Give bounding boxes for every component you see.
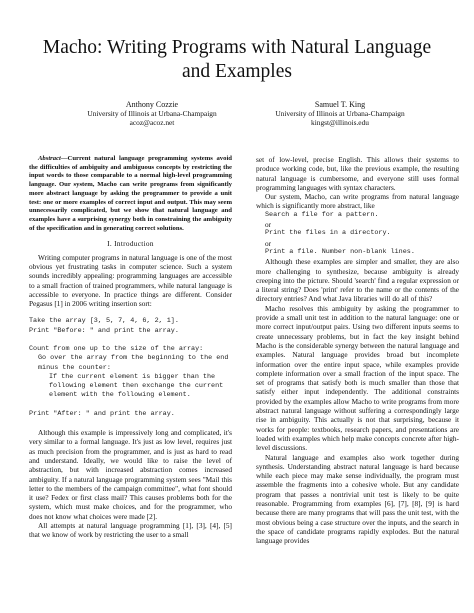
or-text: or — [265, 238, 272, 248]
abstract-lead: Abstract — [38, 155, 61, 162]
left-column — [29, 155, 232, 540]
example-line: Print the files in a directory. — [265, 229, 391, 238]
title-line-1: Macho: Writing Programs with Natural Language — [42, 37, 432, 58]
author-email: acoz@acoz.net — [129, 118, 175, 127]
author-affiliation: University of Illinois at Urbana-Champaign — [275, 109, 405, 118]
code-line: Go over the array from the beginning to the end minus the counter: — [38, 354, 229, 372]
author-name: Anthony Cozzie — [125, 100, 179, 109]
example-line: Print a file. Number non-blank lines. — [265, 247, 415, 256]
code-line: Print "After: " and print the array. — [29, 409, 175, 418]
code-line: Count from one up to the size of the array: — [29, 345, 204, 353]
title-line-2: and Examples — [182, 61, 292, 82]
or-text: or — [265, 220, 272, 230]
right-column — [256, 155, 459, 545]
author-email: kingst@illinois.edu — [311, 118, 369, 127]
code-line: Print "Before: " and print the array. — [29, 326, 179, 335]
paragraph: Natural language and examples also work together during synthesis. Understanding abstract natural language is hard because while each piece may make sense individually, the program must assemble the fragments into a cohesive whole. But any candidate program that passes a nontrivial unit test is likely to be quite reasonable. Programming from examples [6], [7], [8], [9] is hard because there are many programs that will pass the unit test, with the most obvious being a case structure over the inputs, and the search in the space of candidate programs rapidly explodes. But the natural language provides — [256, 452, 459, 546]
abstract — [29, 155, 232, 233]
section-heading: I. Introduction — [107, 239, 154, 249]
code-line: Take the array [3, 5, 7, 4, 6, 2, 1]. — [29, 317, 179, 326]
paragraph: Writing computer programs in natural language is one of the most obvious yet frustrating tasks in computer science. Such a system sounds incredibly appealing: programming languages are accessible to a small fraction of trained programmers, while natural language is accessible to everyone. In practice things are different. Consider Pegasus [1] in 2006 writing insertion sort: — [29, 252, 232, 309]
author-affiliation: University of Illinois at Urbana-Champaign — [87, 109, 217, 118]
author-block-1 — [62, 100, 242, 127]
paragraph: Although this example is impressively long and complicated, it's very similar to a formal language. It's just as low level, requires just as much precision from the programmer, and is just as hard to read and understand. Ideally, we would like to raise the level of abstraction, but with increased abstraction comes increased ambiguity. If a natural language programming system sees "Mail this letter to the members of the campaign committee", what font should it use? Fedex or first class mail? This causes problems both for the system, which must make choices, and for the programmer, who does not know what choices were made [2]. — [29, 428, 232, 521]
example-line: Search a file for a pattern. — [265, 210, 379, 219]
abstract-text: —Current natural language programming systems avoid the difficulties of ambiguity and ambiguous concepts by restricting the input words to those comparable to a normal high-level programming language. Our system, Macho can write programs from significantly more abstract language by asking the programmer to provide a unit test: one or more examples of correct input and output. This may seem unnecessarily complicated, but we show that natural language and examples have a surprising synergy both in constraining the ambiguity of the specification and in generating correct solutions. — [29, 155, 232, 232]
paragraph: set of low-level, precise English. This allows their systems to produce working code, but, like the previous example, the resulting natural language is cumbersome, and everyone still uses formal programming languages with syntax characters. — [256, 155, 459, 192]
author-block-2 — [250, 100, 430, 127]
paper-title — [0, 36, 474, 84]
code-line: If the current element is bigger than the following element then exchange the current element with the following element. — [49, 372, 224, 400]
paragraph: All attempts at natural language programming [1], [3], [4], [5] that we know of work by restricting the user to a small — [29, 521, 232, 540]
author-name: Samuel T. King — [314, 100, 366, 109]
paragraph: Our system, Macho, can write programs from natural language which is significantly more abstract, like — [256, 192, 459, 211]
paragraph: Although these examples are simpler and smaller, they are also more challenging to synthesize, because ambiguity is already creeping into the picture. Should 'search' find a regular expression or a literal string? Does 'print' refer to the name or the contents of the directory entries? And what Java libraries will do all of this? — [256, 257, 459, 304]
paragraph: Macho resolves this ambiguity by asking the programmer to provide a small unit test in addition to the natural language: one or more correct input/output pairs. Using two different inputs seems to create unnecessary problems, but in fact the key insight behind Macho is the considerable synergy between the natural language and examples. Natural language provides broad but incomplete information over the entire input space, while examples provide complete information over a small fraction of the input space. The set of programs that satisfy both is much smaller than those that satisfy either input independently. The additional constraints provided by the examples allow Macho to write programs from more abstract natural language without suffering a correspondingly large rise in ambiguity. This actually is not that surprising, because it works for people: textbooks, research papers, and presentations are loaded with examples which help make concepts concrete after high-level discussions. — [256, 303, 459, 453]
